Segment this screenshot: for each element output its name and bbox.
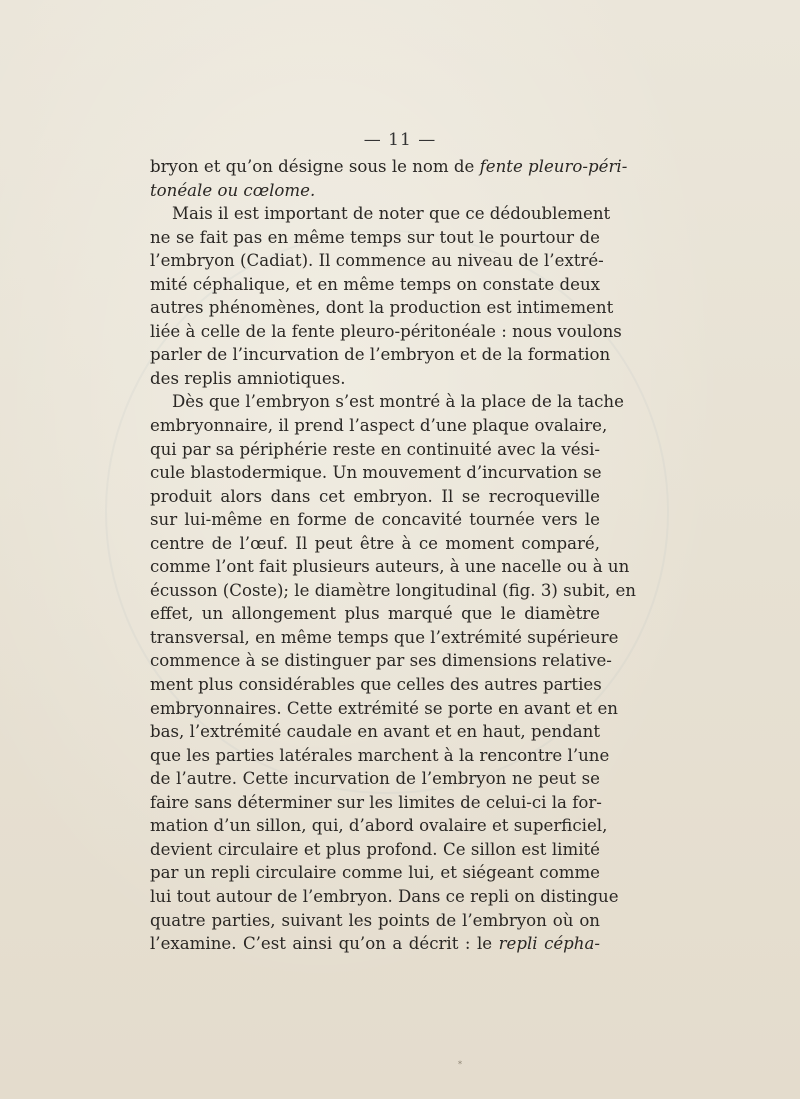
body-text — [150, 155, 636, 956]
text-line — [150, 555, 630, 579]
text-line — [150, 461, 600, 485]
text-line — [150, 343, 611, 367]
text-line — [150, 909, 600, 933]
text-line-roman: bas, l’extrémité caudale en avant et en haut, pendant — [150, 722, 600, 742]
text-line — [150, 791, 600, 815]
text-line — [150, 932, 600, 956]
text-line — [150, 626, 619, 650]
text-line-roman: produit alors dans cet embryon. Il se recroqueville — [150, 486, 600, 506]
text-line — [150, 720, 600, 744]
text-line-roman: effet, un allongement plus marqué que le diamètre — [150, 604, 600, 624]
text-line — [150, 320, 622, 344]
text-line — [150, 438, 600, 462]
text-line-roman: faire sans déterminer sur les limites de celui-ci la for- — [150, 792, 602, 812]
text-line-italic: fente pleuro-péri- — [479, 157, 628, 176]
text-line-roman: écusson (Coste); le diamètre longitudinal (fig. 3) subit, en — [150, 580, 636, 600]
text-line-roman: sur lui-même en forme de concavité tournée vers le — [150, 510, 600, 530]
text-line-roman: cule blastodermique. Un mouvement d’incurvation se — [150, 463, 602, 483]
text-line-italic: tonéale ou cœlome. — [150, 180, 316, 200]
text-line-roman: commence à se distinguer par ses dimensions relative- — [150, 651, 612, 671]
text-line — [150, 649, 612, 673]
text-line — [150, 367, 600, 391]
text-line — [150, 532, 600, 556]
text-line-roman: embryonnaires. Cette extrémité se porte en avant et en — [150, 698, 618, 718]
text-line — [150, 508, 600, 532]
text-line-roman: centre de l’œuf. Il peut être à ce moment comparé, — [150, 533, 600, 553]
text-line — [150, 579, 636, 603]
text-line — [150, 226, 600, 250]
text-line-roman: bryon et qu’on désigne sous le nom de — [150, 157, 480, 176]
text-line-roman: de l’autre. Cette incurvation de l’embryon ne peut se — [150, 769, 600, 789]
text-line — [150, 767, 600, 791]
text-line-roman: comme l’ont fait plusieurs auteurs, à une nacelle ou à un — [150, 557, 630, 577]
text-line — [150, 390, 624, 414]
text-line-roman: parler de l’incurvation de l’embryon et de la formation — [150, 345, 611, 365]
text-line-roman: ne se fait pas en même temps sur tout le pourtour de — [150, 227, 600, 247]
text-line-roman: liée à celle de la fente pleuro-péritonéale : nous voulons — [150, 321, 622, 341]
text-line — [150, 814, 608, 838]
text-line — [150, 697, 618, 721]
text-line-roman: Mais il est important de noter que ce dédoublement — [172, 204, 611, 224]
text-line — [150, 744, 610, 768]
text-line — [150, 179, 600, 203]
text-line-roman: Dès que l’embryon s’est montré à la place de la tache — [172, 392, 624, 412]
text-line-roman: des replis amniotiques. — [150, 368, 346, 388]
text-line — [150, 273, 600, 297]
text-line-roman: l’examine. C’est ainsi qu’on a décrit : le — [150, 934, 499, 954]
text-line-roman: que les parties latérales marchent à la rencontre l’une — [150, 745, 610, 765]
text-line-roman: par un repli circulaire comme lui, et siégeant comme — [150, 863, 600, 883]
bottom-mark: * — [458, 1060, 462, 1069]
text-line-roman: transversal, en même temps que l’extrémité supérieure — [150, 627, 619, 647]
text-line-roman: qui par sa périphérie reste en continuité avec la vési- — [150, 439, 600, 459]
text-line — [150, 249, 604, 273]
text-line — [150, 673, 600, 697]
text-line — [150, 414, 608, 438]
text-line-roman: mité céphalique, et en même temps on constate deux — [150, 274, 600, 294]
text-line — [150, 202, 611, 226]
text-line — [150, 296, 614, 320]
page-number: — 11 — — [363, 130, 437, 150]
text-line-roman: l’embryon (Cadiat). Il commence au niveau de l’extré- — [150, 251, 604, 271]
text-line — [150, 885, 619, 909]
text-line-roman: quatre parties, suivant les points de l’embryon où on — [150, 910, 600, 930]
text-line — [150, 838, 600, 862]
text-line-roman: lui tout autour de l’embryon. Dans ce repli on distingue — [150, 886, 619, 906]
text-line-roman: autres phénomènes, dont la production est intimement — [150, 298, 614, 318]
text-line — [150, 485, 600, 509]
text-line-roman: devient circulaire et plus profond. Ce sillon est limité — [150, 839, 600, 859]
text-line-italic: repli cépha- — [498, 934, 600, 954]
text-line — [150, 861, 600, 885]
text-line-roman: mation d’un sillon, qui, d’abord ovalaire et superficiel, — [150, 816, 608, 836]
text-line — [150, 602, 600, 626]
text-line-roman: embryonnaire, il prend l’aspect d’une plaque ovalaire, — [150, 416, 608, 436]
text-line-roman: ment plus considérables que celles des autres parties — [150, 675, 602, 695]
text-line — [150, 155, 628, 179]
